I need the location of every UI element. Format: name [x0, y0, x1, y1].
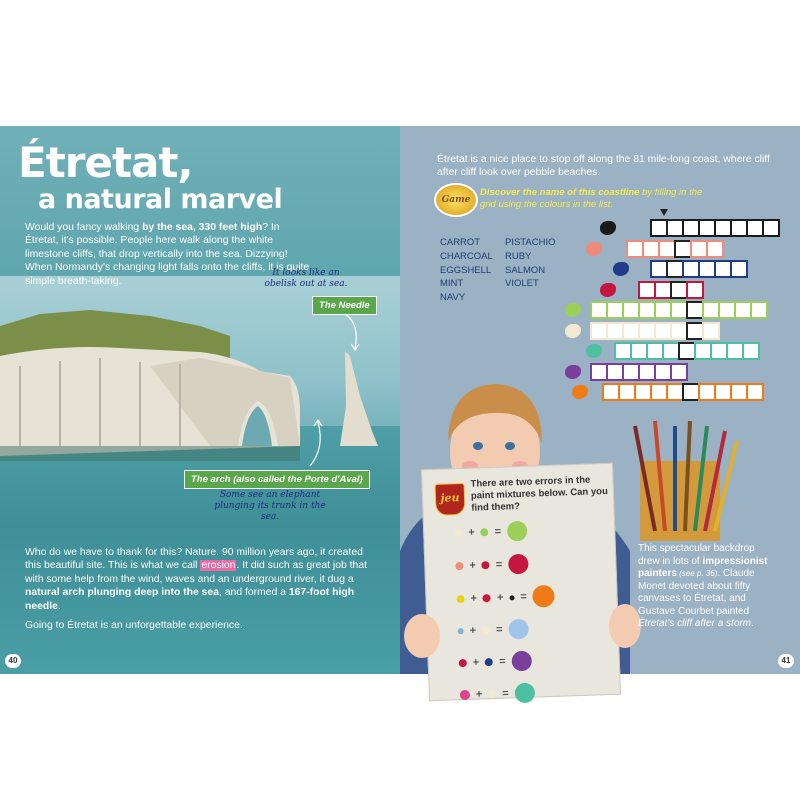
body-text: [25, 546, 375, 638]
grid-cell[interactable]: [746, 383, 764, 401]
paint-blob-icon: [586, 242, 602, 256]
color-name: VIOLET: [505, 278, 539, 290]
page-number-right: 41: [778, 654, 794, 668]
paint-blob-icon: [565, 324, 581, 338]
game-instructions: [480, 187, 710, 211]
paint-dot: [507, 521, 528, 542]
needle-arrow: [340, 312, 370, 352]
caption-text: .: [751, 618, 754, 629]
brushes-caption: [638, 543, 778, 631]
paintbrushes-image: [625, 421, 745, 541]
color-name: PISTACHIO: [505, 237, 556, 248]
caption-ref: (see p. 36): [676, 569, 718, 578]
paint-equation: [459, 681, 535, 708]
body-paragraph-1: [25, 546, 375, 613]
grid-cell[interactable]: [702, 322, 720, 340]
plus-sign: +: [469, 624, 477, 637]
board-question: There are two errors in the paint mixtures below. Can you find them?: [470, 474, 608, 514]
caption-bold: impressionist painters: [638, 555, 768, 579]
paint-dot: [514, 683, 535, 704]
body-paragraph-2: Going to Étretat is an unforgettable experience.: [25, 620, 243, 632]
grid-row: [650, 219, 778, 237]
color-name: NAVY: [440, 292, 466, 304]
game-instructions-bold: Discover the name of this coastline: [480, 187, 640, 198]
body-text-segment: .: [57, 600, 61, 612]
caption-text: . Claude Monet devoted about fifty canvases to Étretat, and Gustave Courbet painted: [638, 568, 755, 617]
body-text-segment: . It did such as great job that with some help from the wind, waves and an underground river, it dug a: [25, 560, 368, 585]
paint-dot: [482, 561, 490, 569]
caption-text: This spectacular backdrop drew in lots of: [638, 543, 755, 567]
grid-cell[interactable]: [730, 260, 748, 278]
game-badge: Game: [434, 183, 478, 217]
arch-label: The arch (also called the Porte d'Aval): [184, 470, 370, 489]
grid-cell[interactable]: [706, 240, 724, 258]
color-name: MINT: [440, 278, 464, 290]
paint-blob-icon: [613, 262, 629, 276]
plus-sign: +: [468, 526, 475, 539]
grid-key-arrow-icon: [660, 209, 668, 216]
color-name: CHARCOAL: [440, 250, 493, 262]
plus-sign: +: [469, 559, 477, 572]
paint-equation: [454, 519, 528, 546]
grid-row: [650, 260, 746, 278]
equals-sign: =: [495, 623, 503, 636]
plus-sign: +: [470, 592, 478, 605]
paint-dot: [508, 554, 529, 575]
paint-blob-icon: [565, 303, 581, 317]
intro-text-rest: ? In Étretat, it's possible. People here walk along the white limestone cliffs, that drop vertically into the sea. Dizzying! When Normandy's changing light falls onto the cliffs, it is quite simple breath-taking.: [25, 222, 310, 287]
intro-text: Would you fancy walking: [25, 222, 143, 233]
boy-hands: [400, 596, 660, 676]
grid-cell[interactable]: [670, 363, 688, 381]
paint-blob-icon: [600, 221, 616, 235]
paint-blob-icon: [600, 283, 616, 297]
color-list-col1: [440, 236, 493, 305]
grid-row: [638, 281, 702, 299]
plus-sign: +: [472, 656, 480, 669]
grid-cell[interactable]: [750, 301, 768, 319]
plus-sign: +: [496, 591, 504, 604]
intro-bold: by the sea, 330 feet high: [142, 222, 263, 233]
equals-sign: =: [520, 590, 528, 604]
body-bold-needle: 167-foot high needle: [25, 587, 355, 612]
left-page: [0, 126, 400, 674]
grid-cell[interactable]: [762, 219, 780, 237]
handnote-elephant: Some see an elephant plunging its trunk in the sea.: [214, 490, 326, 522]
paint-dot: [454, 529, 462, 537]
page-number-left: 40: [5, 654, 21, 668]
right-intro: Étretat is a nice place to stop off along the 81 mile-long coast, where cliff after cliff look over pebble beaches.: [437, 154, 770, 179]
paint-dot: [488, 690, 496, 698]
body-text-segment: Who do we have to thank for this? Nature. 90 million years ago, it created this beautiful site. This is what we call: [25, 547, 363, 572]
plus-sign: +: [475, 688, 483, 701]
body-bold-arch: natural arch plunging deep into the sea: [25, 587, 219, 599]
equals-sign: =: [494, 525, 502, 538]
color-name: EGGSHELL: [440, 264, 492, 276]
equals-sign: =: [499, 655, 506, 668]
paint-dot: [481, 528, 489, 536]
game-instructions-rest: by filling in the grid using the colours in the list.: [480, 187, 703, 210]
page-subtitle: a natural marvel: [38, 184, 283, 215]
handnote-obelisk: It looks like an obelisk out at sea.: [264, 268, 348, 289]
arch-arrow: [300, 418, 330, 468]
paint-dot: [455, 562, 463, 570]
color-list-col2: [505, 236, 556, 291]
color-name: CARROT: [440, 237, 481, 248]
page-title: Étretat,: [18, 138, 193, 187]
paint-equation: [455, 552, 529, 579]
right-page: [400, 126, 800, 701]
grid-cell[interactable]: [742, 342, 760, 360]
equals-sign: =: [495, 558, 503, 571]
caption-italic: Étretat's cliff after a storm: [638, 618, 752, 629]
highlight-erosion: erosion: [201, 560, 236, 572]
book-spread: [0, 126, 800, 701]
paint-dot: [460, 690, 470, 700]
grid-row: [590, 301, 766, 319]
grid-row: [626, 240, 722, 258]
color-name: RUBY: [505, 250, 532, 262]
body-text-segment: , and formed a: [218, 587, 289, 599]
grid-row: [590, 322, 718, 340]
equals-sign: =: [502, 687, 509, 700]
grid-cell[interactable]: [686, 281, 704, 299]
jeu-badge: jeu: [435, 483, 466, 516]
needle-label: The Needle: [312, 296, 377, 315]
color-name: SALMON: [505, 264, 546, 276]
